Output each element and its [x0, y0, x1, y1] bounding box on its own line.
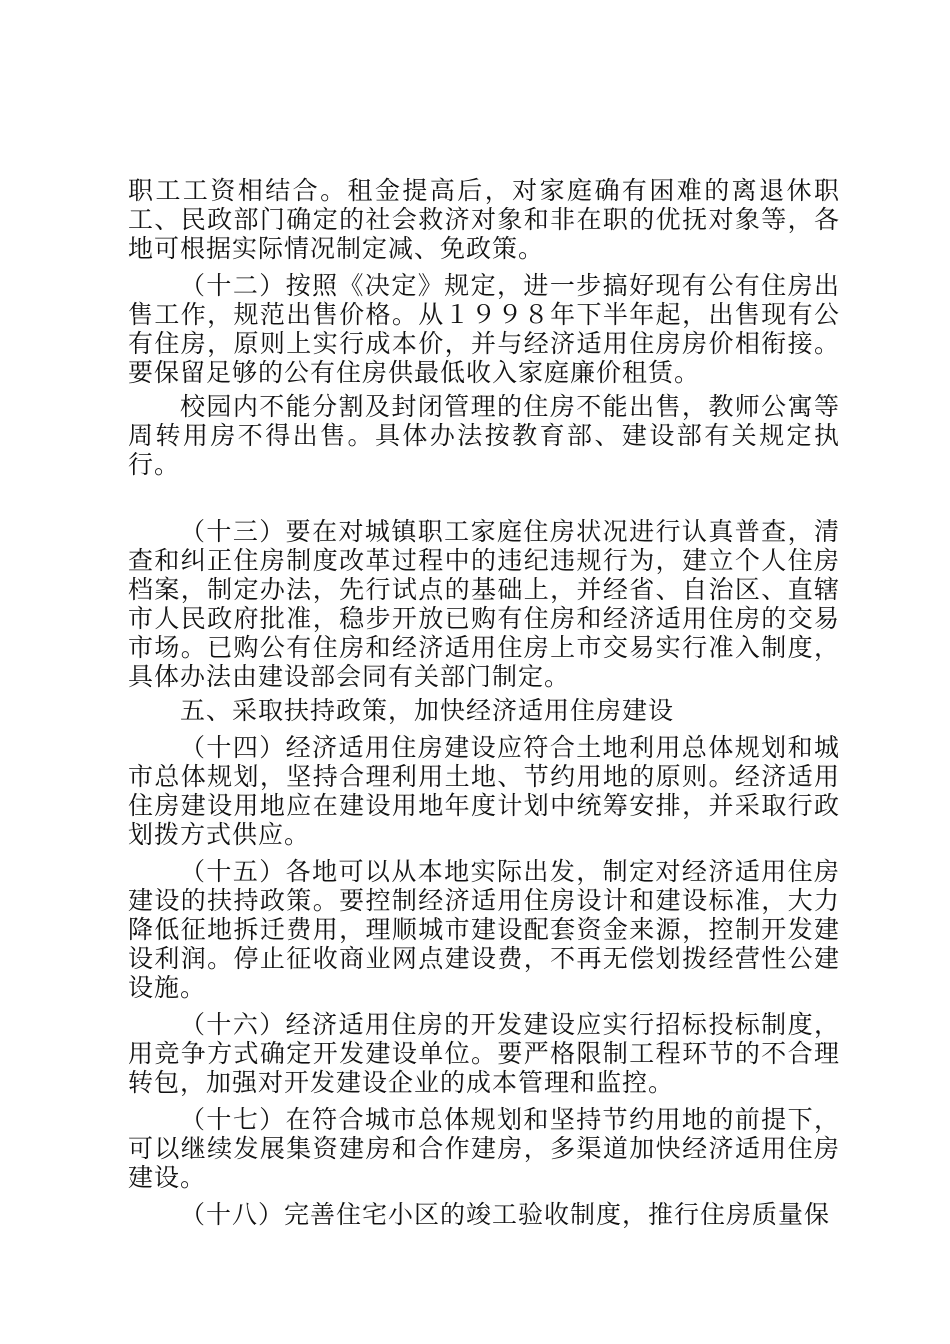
paragraph-14: （十四）经济适用住房建设应符合土地利用总体规划和城市总体规划，坚持合理利用土地、节约用地的原则。经济适用住房建设用地应在建设用地年度计划中统筹安排，并采取行政划拨方式供应。 — [128, 733, 840, 849]
paragraph-15: （十五）各地可以从本地实际出发，制定对经济适用住房建设的扶持政策。要控制经济适用住房设计和建设标准，大力降低征地拆迁费用，理顺城市建设配套资金来源，控制开发建设利润。停止征收商业网点建设费，不再无偿划拨经营性公建设施。 — [128, 857, 840, 1002]
paragraph-17: （十七）在符合城市总体规划和坚持节约用地的前提下，可以继续发展集资建房和合作建房，多渠道加快经济适用住房建设。 — [128, 1105, 840, 1192]
paragraph-12: （十二）按照《决定》规定，进一步搞好现有公有住房出售工作，规范出售价格。从１９９８年下半年起，出售现有公有住房，原则上实行成本价，并与经济适用住房房价相衔接。要保留足够的公有住房供最低收入家庭廉价租赁。 — [128, 271, 840, 387]
paragraph-13: （十三）要在对城镇职工家庭住房状况进行认真普查，清查和纠正住房制度改革过程中的违纪违规行为，建立个人住房档案，制定办法，先行试点的基础上，并经省、自治区、直辖市人民政府批准，稳步开放已购有住房和经济适用住房的交易市场。已购公有住房和经济适用住房上市交易实行准入制度，具体办法由建设部会同有关部门制定。 — [128, 517, 840, 691]
paragraph-18: （十八）完善住宅小区的竣工验收制度，推行住房质量保 — [180, 1200, 831, 1229]
paragraph-16: （十六）经济适用住房的开发建设应实行招标投标制度，用竞争方式确定开发建设单位。要严格限制工程环节的不合理转包，加强对开发建设企业的成本管理和监控。 — [128, 1010, 840, 1097]
paragraph-campus-housing: 校园内不能分割及封闭管理的住房不能出售，教师公寓等周转用房不得出售。具体办法按教育部、建设部有关规定执行。 — [128, 392, 840, 479]
paragraph-rent-policy: 职工工资相结合。租金提高后，对家庭确有困难的离退休职工、民政部门确定的社会救济对象和非在职的优抚对象等，各地可根据实际情况制定减、免政策。 — [128, 176, 840, 263]
document-body — [128, 176, 840, 1229]
section-heading-5: 五、采取扶持政策，加快经济适用住房建设 — [180, 696, 675, 725]
